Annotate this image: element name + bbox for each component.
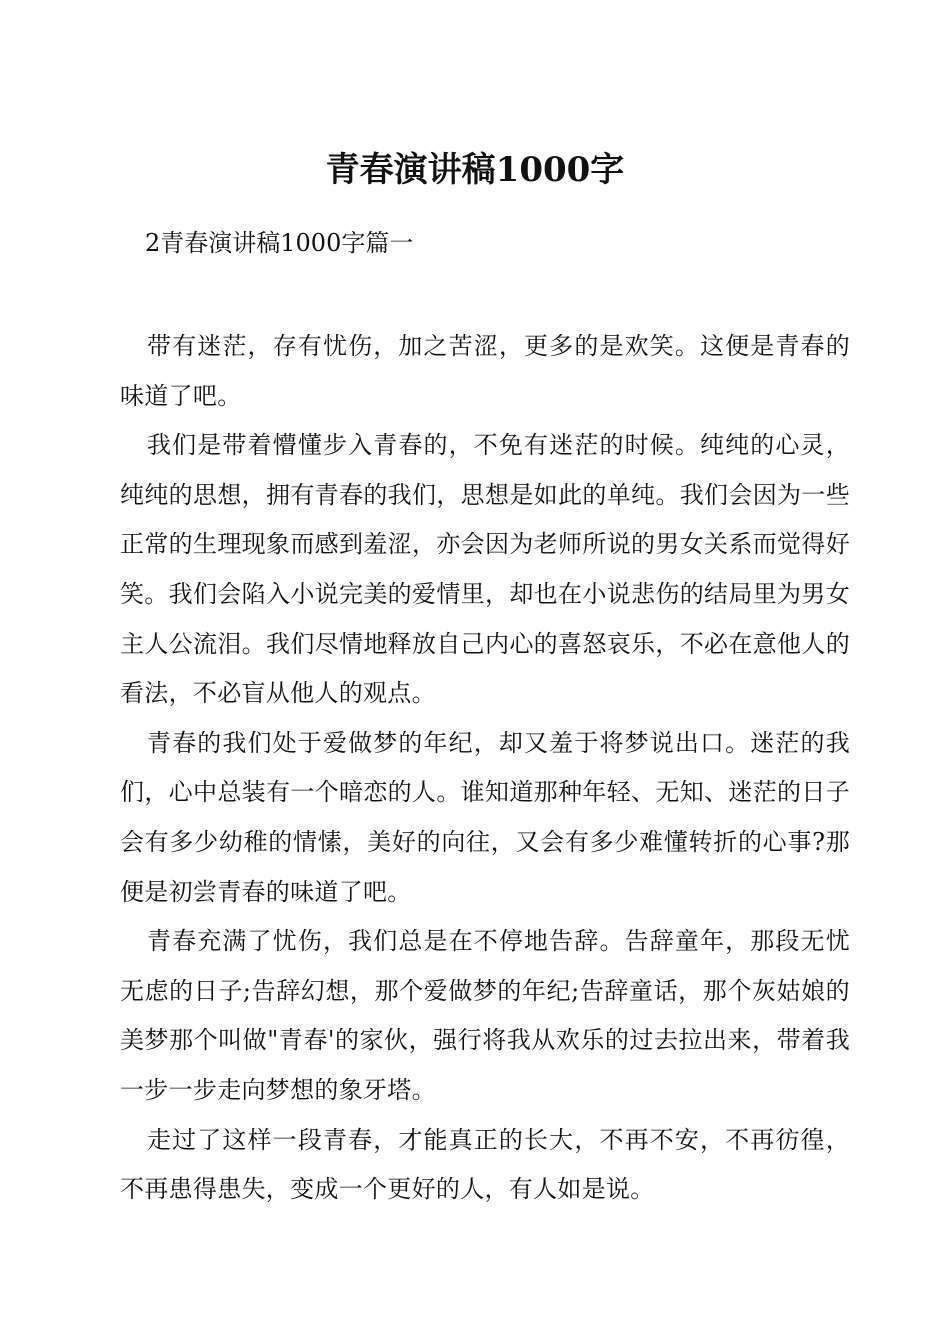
document-subtitle: 2青春演讲稿1000字篇一: [145, 229, 414, 257]
paragraph: 我们是带着懵懂步入青春的，不免有迷茫的时候。纯纯的心灵，纯纯的思想，拥有青春的我们，思想是如此的单纯。我们会因为一些正常的生理现象而感到羞涩，亦会因为老师所说的男女关系而觉得好笑。我们会陷入小说完美的爱情里，却也在小说悲伤的结局里为男女主人公流泪。我们尽情地释放自己内心的喜怒哀乐，不必在意他人的看法，不必盲从他人的观点。: [120, 431, 850, 708]
paragraph: 青春充满了忧伤，我们总是在不停地告辞。告辞童年，那段无忧无虑的日子;告辞幻想，那个爱做梦的年纪;告辞童话，那个灰姑娘的美梦那个叫做"青春'的家伙，强行将我从欢乐的过去拉出来，带着我一步一步走向梦想的象牙塔。: [120, 927, 850, 1104]
document-title: 青春演讲稿1000字: [325, 150, 625, 190]
paragraph: 走过了这样一段青春，才能真正的长大，不再不安，不再彷徨，不再患得患失，变成一个更好的人，有人如是说。: [120, 1125, 850, 1204]
paragraph: 带有迷茫，存有忧伤，加之苦涩，更多的是欢笑。这便是青春的味道了吧。: [120, 332, 850, 410]
document-body: [120, 322, 850, 1215]
paragraph: 青春的我们处于爱做梦的年纪，却又羞于将梦说出口。迷茫的我们，心中总装有一个暗恋的人。谁知道那种年轻、无知、迷茫的日子会有多少幼稚的情愫，美好的向往，又会有多少难懂转折的心事?那便是初尝青春的味道了吧。: [120, 728, 850, 906]
